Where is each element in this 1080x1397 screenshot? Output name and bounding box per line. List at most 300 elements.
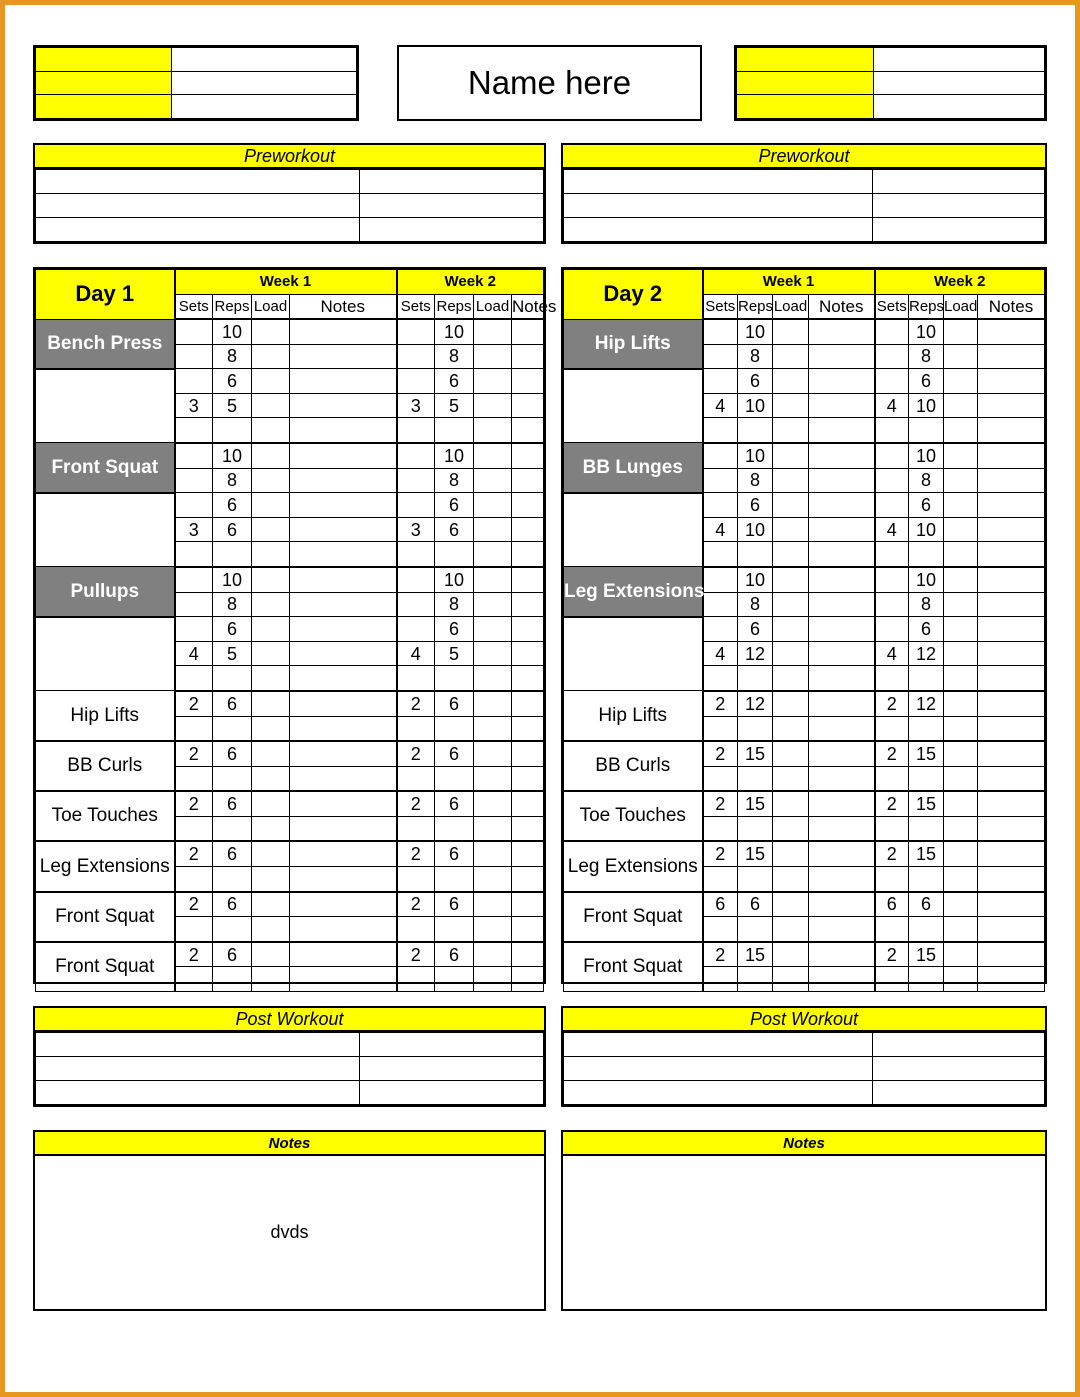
notes-cell[interactable] [809,666,875,691]
load-cell[interactable] [773,319,809,344]
sets-cell[interactable] [703,319,738,344]
sets-cell[interactable] [703,344,738,369]
reps-cell[interactable] [909,666,944,691]
sets-cell[interactable] [397,716,435,741]
reps-cell[interactable]: 10 [435,567,474,592]
reps-cell[interactable] [909,542,944,567]
notes-cell[interactable] [290,567,397,592]
load-cell[interactable] [474,867,512,892]
reps-cell[interactable]: 10 [738,567,773,592]
reps-cell[interactable] [435,418,474,443]
load-cell[interactable] [944,344,978,369]
reps-cell[interactable]: 15 [738,741,773,766]
load-cell[interactable] [944,443,978,468]
sets-cell[interactable] [397,542,435,567]
notes-cell[interactable] [290,592,397,617]
notes-cell[interactable] [290,841,397,866]
reps-cell[interactable] [909,418,944,443]
notes-cell[interactable] [978,344,1045,369]
reps-cell[interactable] [738,917,773,942]
exercise-label[interactable]: Front Squat [36,942,175,992]
load-cell[interactable] [474,493,512,518]
notes-cell[interactable] [978,716,1045,741]
notes-cell[interactable] [978,691,1045,716]
notes-cell[interactable] [978,369,1045,394]
sets-cell[interactable]: 6 [875,892,909,917]
preworkout-cell[interactable] [359,170,543,194]
reps-cell[interactable]: 6 [738,369,773,394]
sets-cell[interactable] [703,468,738,493]
load-cell[interactable] [252,617,290,642]
reps-cell[interactable] [213,418,252,443]
load-cell[interactable] [944,641,978,666]
post-workout-cell[interactable] [564,1081,873,1105]
exercise-label[interactable]: Pullups [36,567,175,617]
sets-cell[interactable] [703,766,738,791]
notes-cell[interactable] [512,716,544,741]
reps-cell[interactable]: 6 [213,691,252,716]
notes-cell[interactable] [290,542,397,567]
notes-cell[interactable] [290,393,397,418]
notes-cell[interactable] [290,443,397,468]
reps-cell[interactable]: 5 [435,641,474,666]
load-cell[interactable] [773,841,809,866]
load-cell[interactable] [944,592,978,617]
reps-cell[interactable]: 6 [738,493,773,518]
notes-cell[interactable] [809,766,875,791]
notes-cell[interactable] [978,942,1045,967]
reps-cell[interactable]: 6 [213,892,252,917]
sets-cell[interactable] [175,567,213,592]
reps-cell[interactable] [435,867,474,892]
notes-cell[interactable] [290,967,397,992]
sets-cell[interactable] [175,468,213,493]
notes-cell[interactable] [809,791,875,816]
reps-cell[interactable]: 6 [213,741,252,766]
notes-cell[interactable] [512,691,544,716]
sets-cell[interactable] [875,418,909,443]
preworkout-cell[interactable] [564,194,873,218]
notes-cell[interactable] [809,319,875,344]
load-cell[interactable] [944,319,978,344]
info-cell[interactable] [171,95,356,119]
load-cell[interactable] [773,666,809,691]
reps-cell[interactable]: 10 [909,319,944,344]
info-cell[interactable] [36,95,172,119]
notes-cell[interactable] [290,493,397,518]
load-cell[interactable] [944,542,978,567]
preworkout-cell[interactable] [872,170,1044,194]
reps-cell[interactable]: 10 [909,443,944,468]
sets-cell[interactable] [703,867,738,892]
sets-cell[interactable]: 2 [397,741,435,766]
load-cell[interactable] [252,344,290,369]
reps-cell[interactable] [909,716,944,741]
post-workout-cell[interactable] [564,1057,873,1081]
sets-cell[interactable]: 2 [175,892,213,917]
reps-cell[interactable]: 5 [435,393,474,418]
load-cell[interactable] [474,517,512,542]
sets-cell[interactable]: 2 [175,841,213,866]
reps-cell[interactable]: 6 [435,791,474,816]
reps-cell[interactable] [738,816,773,841]
notes-cell[interactable] [512,892,544,917]
load-cell[interactable] [252,369,290,394]
sets-cell[interactable]: 3 [175,393,213,418]
post-workout-cell[interactable] [359,1081,543,1105]
load-cell[interactable] [252,666,290,691]
sets-cell[interactable]: 2 [175,691,213,716]
notes-cell[interactable] [809,517,875,542]
reps-cell[interactable]: 10 [435,443,474,468]
load-cell[interactable] [252,741,290,766]
load-cell[interactable] [944,816,978,841]
reps-cell[interactable]: 6 [213,369,252,394]
notes-cell[interactable] [290,917,397,942]
sets-cell[interactable]: 2 [397,841,435,866]
notes-cell[interactable] [512,517,544,542]
load-cell[interactable] [944,567,978,592]
load-cell[interactable] [252,493,290,518]
load-cell[interactable] [773,418,809,443]
load-cell[interactable] [773,443,809,468]
reps-cell[interactable] [738,967,773,992]
load-cell[interactable] [944,418,978,443]
sets-cell[interactable]: 2 [175,942,213,967]
reps-cell[interactable]: 8 [738,344,773,369]
sets-cell[interactable] [175,592,213,617]
load-cell[interactable] [944,666,978,691]
sets-cell[interactable]: 4 [875,641,909,666]
reps-cell[interactable]: 10 [435,319,474,344]
sets-cell[interactable]: 2 [175,741,213,766]
load-cell[interactable] [474,617,512,642]
notes-cell[interactable] [978,741,1045,766]
sets-cell[interactable] [175,542,213,567]
load-cell[interactable] [944,892,978,917]
sets-cell[interactable] [397,567,435,592]
reps-cell[interactable]: 8 [213,468,252,493]
load-cell[interactable] [944,493,978,518]
info-cell[interactable] [171,71,356,95]
sets-cell[interactable] [875,816,909,841]
load-cell[interactable] [944,716,978,741]
reps-cell[interactable] [909,917,944,942]
reps-cell[interactable]: 6 [213,493,252,518]
notes-cell[interactable] [290,816,397,841]
sets-cell[interactable] [397,617,435,642]
reps-cell[interactable]: 5 [213,641,252,666]
sets-cell[interactable] [875,716,909,741]
reps-cell[interactable] [909,766,944,791]
notes-cell[interactable] [290,369,397,394]
sets-cell[interactable] [175,443,213,468]
post-workout-cell[interactable] [359,1033,543,1057]
reps-cell[interactable] [435,967,474,992]
notes-cell[interactable] [512,617,544,642]
notes-cell[interactable] [290,641,397,666]
notes-cell[interactable] [809,418,875,443]
sets-cell[interactable] [703,967,738,992]
load-cell[interactable] [474,542,512,567]
load-cell[interactable] [773,967,809,992]
exercise-label[interactable]: Leg Extensions [36,841,175,891]
load-cell[interactable] [474,369,512,394]
reps-cell[interactable]: 6 [738,892,773,917]
reps-cell[interactable]: 8 [738,592,773,617]
load-cell[interactable] [773,942,809,967]
sets-cell[interactable] [175,369,213,394]
notes-cell[interactable] [978,517,1045,542]
reps-cell[interactable]: 15 [738,791,773,816]
sets-cell[interactable] [703,493,738,518]
load-cell[interactable] [773,517,809,542]
reps-cell[interactable]: 6 [435,517,474,542]
sets-cell[interactable] [397,468,435,493]
preworkout-cell[interactable] [36,194,360,218]
reps-cell[interactable]: 10 [738,443,773,468]
load-cell[interactable] [474,791,512,816]
reps-cell[interactable]: 10 [213,567,252,592]
sets-cell[interactable] [175,666,213,691]
reps-cell[interactable]: 8 [213,592,252,617]
notes-cell[interactable] [809,691,875,716]
notes-cell[interactable] [978,393,1045,418]
reps-cell[interactable] [213,816,252,841]
reps-cell[interactable]: 6 [435,841,474,866]
exercise-label[interactable]: Front Squat [564,892,703,942]
reps-cell[interactable]: 6 [909,493,944,518]
reps-cell[interactable] [213,967,252,992]
notes-cell[interactable] [809,542,875,567]
notes-cell[interactable] [290,716,397,741]
load-cell[interactable] [944,517,978,542]
load-cell[interactable] [944,617,978,642]
load-cell[interactable] [944,967,978,992]
sets-cell[interactable] [703,917,738,942]
sets-cell[interactable] [875,344,909,369]
notes-cell[interactable] [290,418,397,443]
reps-cell[interactable] [738,867,773,892]
sets-cell[interactable] [397,344,435,369]
reps-cell[interactable]: 6 [213,791,252,816]
reps-cell[interactable]: 6 [213,942,252,967]
load-cell[interactable] [474,841,512,866]
load-cell[interactable] [474,567,512,592]
load-cell[interactable] [773,567,809,592]
notes-cell[interactable] [290,344,397,369]
reps-cell[interactable]: 15 [909,791,944,816]
reps-cell[interactable]: 5 [213,393,252,418]
reps-cell[interactable]: 12 [738,641,773,666]
load-cell[interactable] [474,942,512,967]
load-cell[interactable] [252,917,290,942]
load-cell[interactable] [474,691,512,716]
load-cell[interactable] [252,443,290,468]
reps-cell[interactable]: 6 [909,369,944,394]
load-cell[interactable] [944,917,978,942]
sets-cell[interactable]: 2 [703,942,738,967]
notes-cell[interactable] [512,967,544,992]
load-cell[interactable] [252,641,290,666]
sets-cell[interactable]: 2 [875,691,909,716]
reps-cell[interactable]: 8 [909,344,944,369]
load-cell[interactable] [252,766,290,791]
load-cell[interactable] [252,517,290,542]
notes-cell[interactable] [512,766,544,791]
reps-cell[interactable] [738,766,773,791]
reps-cell[interactable]: 6 [435,741,474,766]
notes-cell[interactable] [978,967,1045,992]
load-cell[interactable] [944,942,978,967]
reps-cell[interactable]: 8 [909,592,944,617]
sets-cell[interactable]: 4 [397,641,435,666]
reps-cell[interactable]: 15 [738,942,773,967]
preworkout-cell[interactable] [872,218,1044,242]
reps-cell[interactable] [909,967,944,992]
notes-cell[interactable] [978,666,1045,691]
notes-cell[interactable] [512,443,544,468]
notes-cell[interactable] [809,344,875,369]
notes-cell[interactable] [978,567,1045,592]
load-cell[interactable] [474,741,512,766]
exercise-label[interactable]: Toe Touches [36,791,175,841]
reps-cell[interactable] [909,816,944,841]
sets-cell[interactable] [397,666,435,691]
notes-cell[interactable] [978,592,1045,617]
load-cell[interactable] [474,641,512,666]
reps-cell[interactable]: 10 [909,393,944,418]
notes-cell[interactable] [809,741,875,766]
sets-cell[interactable] [397,766,435,791]
load-cell[interactable] [252,967,290,992]
load-cell[interactable] [773,766,809,791]
load-cell[interactable] [474,319,512,344]
exercise-label[interactable]: Hip Lifts [564,319,703,369]
exercise-label[interactable]: Leg Extensions [564,841,703,891]
load-cell[interactable] [474,816,512,841]
reps-cell[interactable]: 8 [435,344,474,369]
notes-cell[interactable] [978,542,1045,567]
load-cell[interactable] [773,892,809,917]
reps-cell[interactable]: 6 [213,841,252,866]
reps-cell[interactable] [738,542,773,567]
sets-cell[interactable]: 6 [703,892,738,917]
notes-cell[interactable] [809,493,875,518]
reps-cell[interactable] [213,666,252,691]
load-cell[interactable] [944,393,978,418]
reps-cell[interactable]: 6 [909,892,944,917]
load-cell[interactable] [252,716,290,741]
sets-cell[interactable] [703,418,738,443]
load-cell[interactable] [252,468,290,493]
sets-cell[interactable]: 4 [703,641,738,666]
exercise-label[interactable]: Bench Press [36,319,175,369]
exercise-label[interactable]: Hip Lifts [36,691,175,741]
notes-cell[interactable] [512,666,544,691]
sets-cell[interactable] [175,716,213,741]
sets-cell[interactable] [397,493,435,518]
reps-cell[interactable] [435,666,474,691]
notes-cell[interactable] [978,867,1045,892]
info-cell[interactable] [737,48,874,72]
reps-cell[interactable]: 15 [909,942,944,967]
sets-cell[interactable] [397,369,435,394]
notes-cell[interactable] [978,816,1045,841]
reps-cell[interactable] [435,766,474,791]
reps-cell[interactable]: 15 [909,841,944,866]
notes-cell[interactable] [978,617,1045,642]
reps-cell[interactable]: 10 [738,393,773,418]
sets-cell[interactable]: 2 [397,892,435,917]
reps-cell[interactable]: 6 [435,369,474,394]
notes-area[interactable] [563,1156,1045,1309]
sets-cell[interactable] [703,369,738,394]
reps-cell[interactable]: 15 [738,841,773,866]
sets-cell[interactable]: 2 [703,741,738,766]
load-cell[interactable] [944,791,978,816]
reps-cell[interactable] [435,816,474,841]
notes-cell[interactable] [512,816,544,841]
notes-cell[interactable] [809,592,875,617]
sets-cell[interactable]: 2 [875,841,909,866]
sets-cell[interactable] [397,917,435,942]
reps-cell[interactable] [909,867,944,892]
notes-cell[interactable] [978,319,1045,344]
preworkout-cell[interactable] [564,170,873,194]
load-cell[interactable] [474,344,512,369]
notes-cell[interactable] [512,493,544,518]
notes-cell[interactable] [512,917,544,942]
load-cell[interactable] [252,691,290,716]
info-cell[interactable] [873,48,1044,72]
exercise-label[interactable]: Hip Lifts [564,691,703,741]
sets-cell[interactable] [175,344,213,369]
notes-cell[interactable] [290,468,397,493]
sets-cell[interactable] [875,766,909,791]
sets-cell[interactable] [875,369,909,394]
exercise-label[interactable]: BB Curls [36,741,175,791]
exercise-label[interactable]: BB Curls [564,741,703,791]
reps-cell[interactable]: 8 [435,468,474,493]
sets-cell[interactable] [397,592,435,617]
notes-cell[interactable] [512,791,544,816]
notes-cell[interactable] [809,641,875,666]
notes-cell[interactable] [290,942,397,967]
load-cell[interactable] [773,369,809,394]
load-cell[interactable] [474,592,512,617]
sets-cell[interactable] [875,617,909,642]
reps-cell[interactable] [738,418,773,443]
load-cell[interactable] [773,791,809,816]
load-cell[interactable] [252,892,290,917]
load-cell[interactable] [474,418,512,443]
load-cell[interactable] [474,892,512,917]
reps-cell[interactable]: 10 [213,443,252,468]
notes-cell[interactable] [809,716,875,741]
info-cell[interactable] [873,71,1044,95]
reps-cell[interactable]: 8 [909,468,944,493]
load-cell[interactable] [252,791,290,816]
name-field[interactable] [397,45,702,121]
load-cell[interactable] [252,841,290,866]
sets-cell[interactable]: 3 [397,393,435,418]
load-cell[interactable] [474,716,512,741]
load-cell[interactable] [474,666,512,691]
reps-cell[interactable]: 6 [435,691,474,716]
sets-cell[interactable] [875,867,909,892]
info-cell[interactable] [737,95,874,119]
